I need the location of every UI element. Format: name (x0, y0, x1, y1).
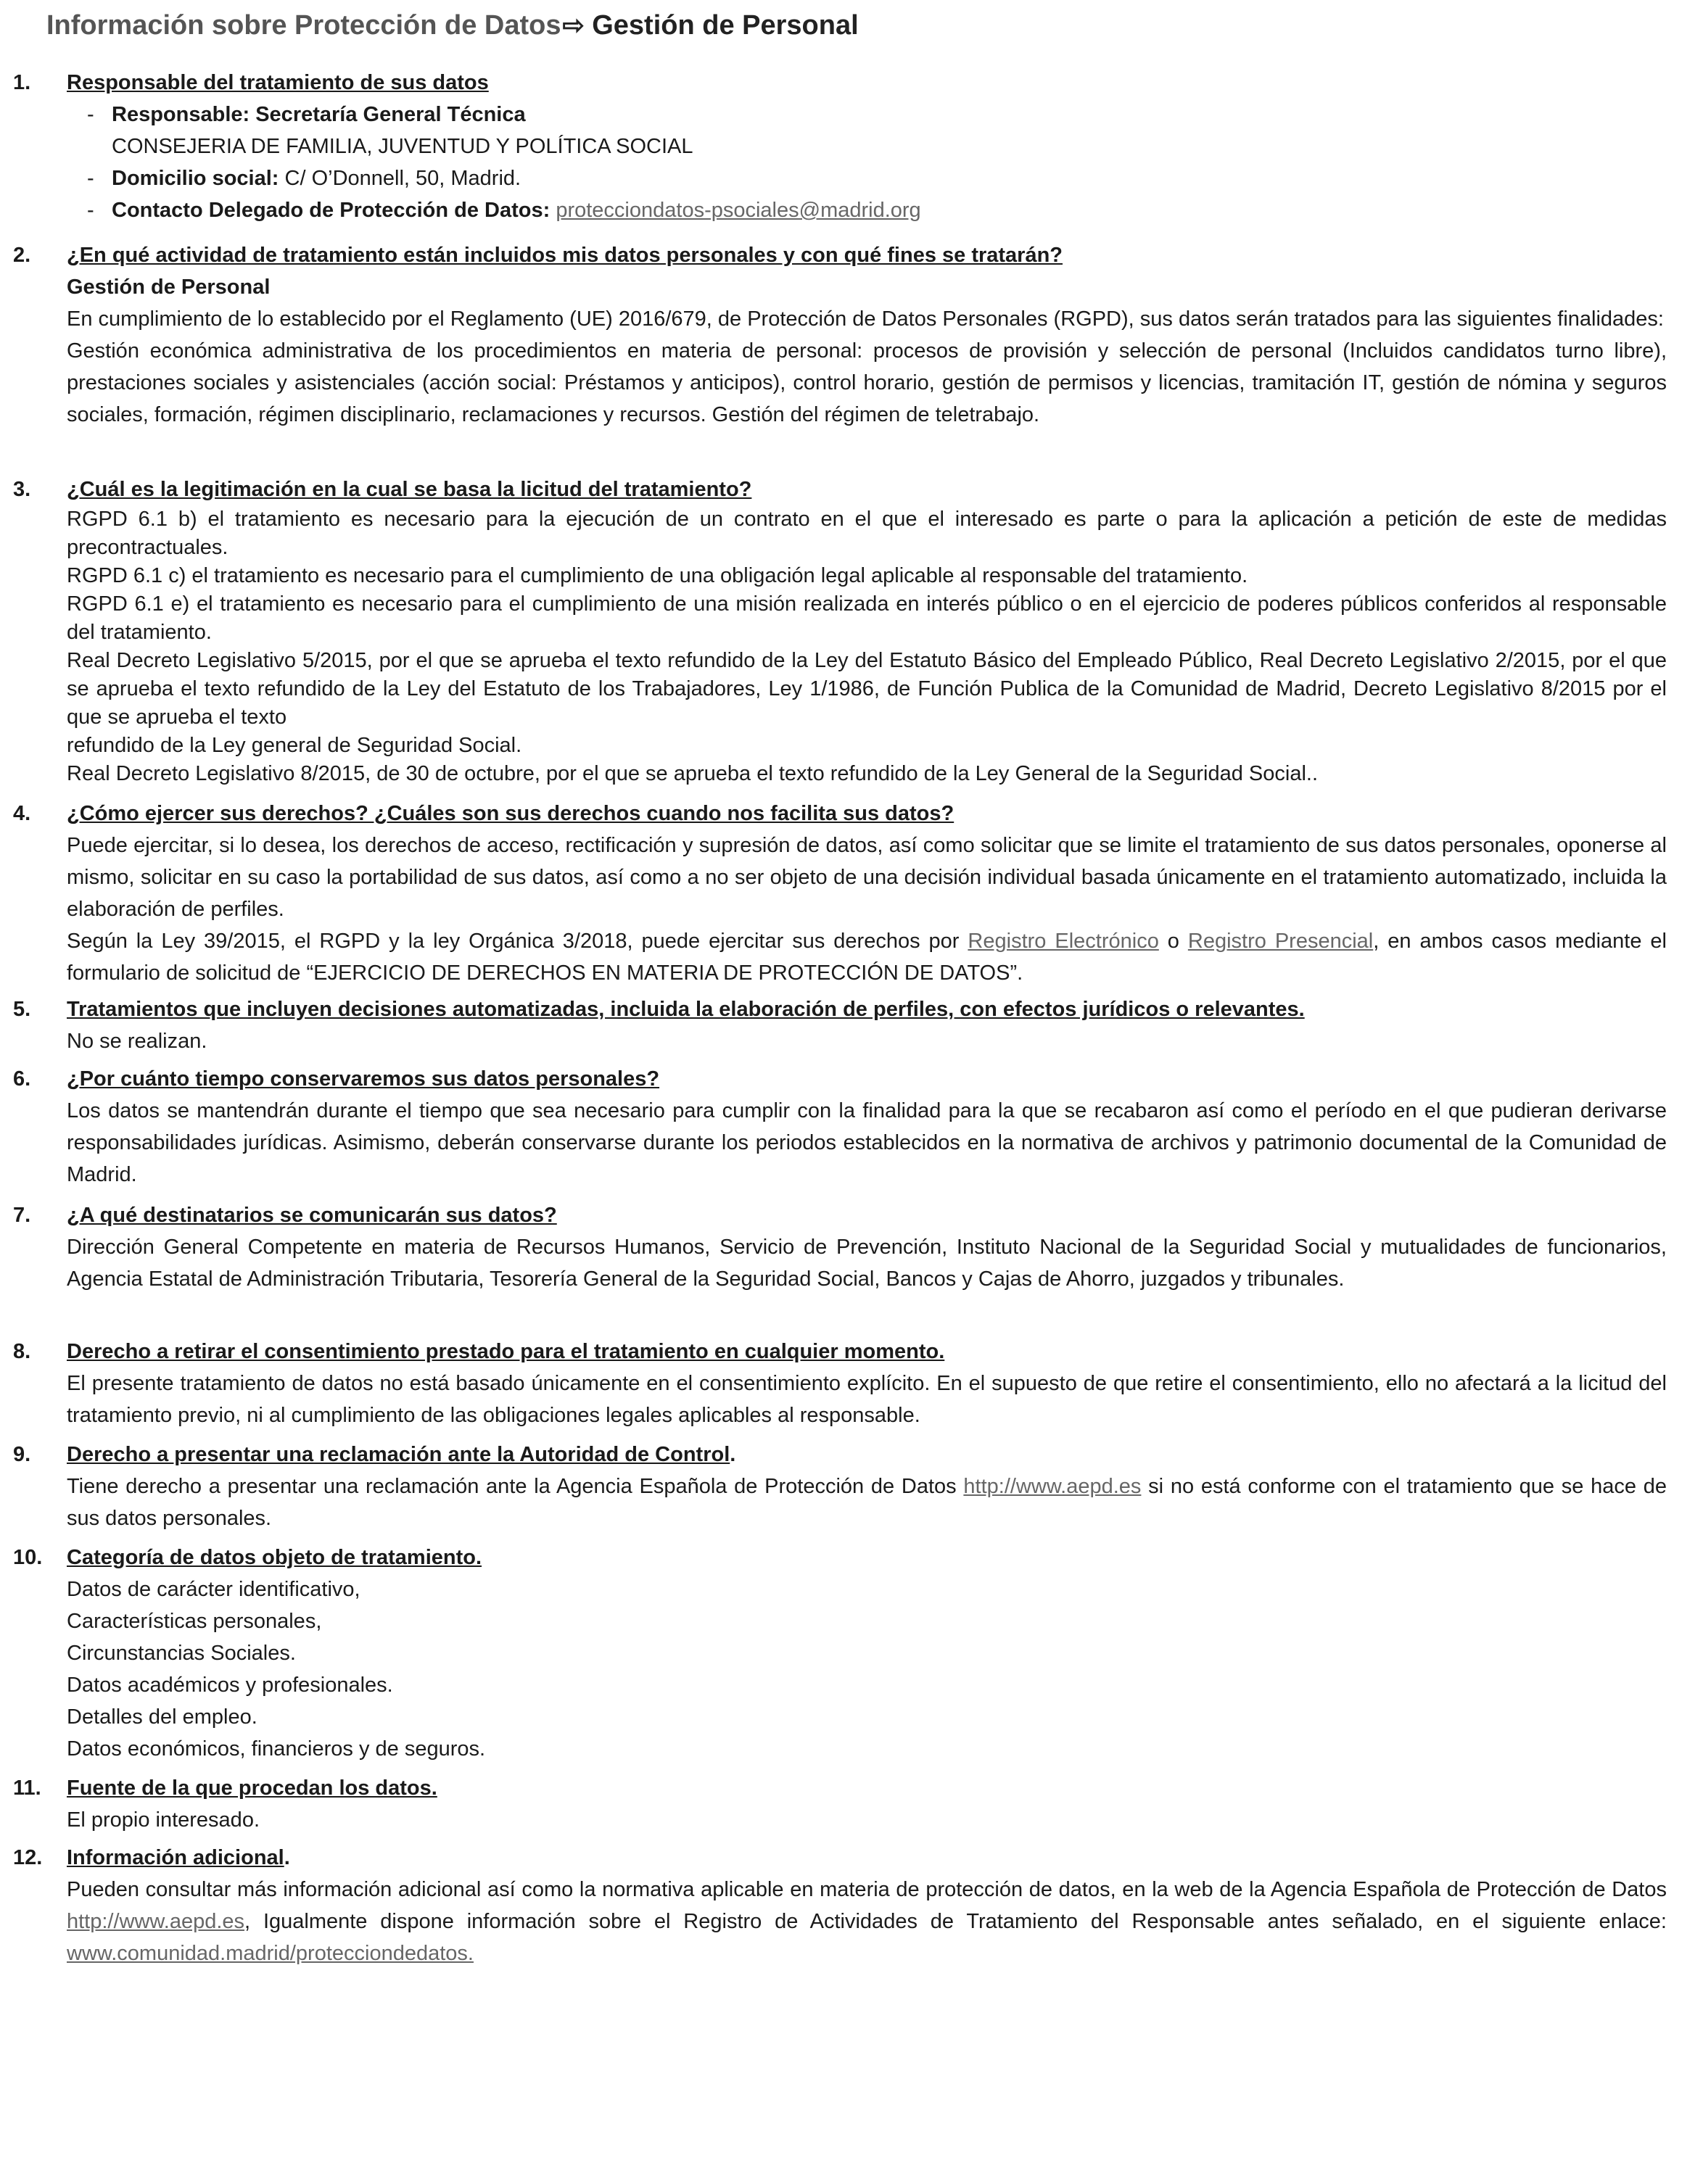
arrow-icon: ⇨ (562, 10, 585, 40)
list-item (67, 131, 1667, 162)
list-item: Detalles del empleo. (67, 1705, 257, 1729)
text-run: , en ambos casos mediante el formulario de solicitud de “EJERCICIO DE DERECHOS EN MATERIA DE PROTECCIÓN DE DATOS”. (67, 930, 1667, 985)
title-main: Información sobre Protección de Datos (46, 10, 561, 41)
section-number: 11. (13, 1776, 41, 1800)
section-heading: Categoría de datos objeto de tratamiento. (67, 1546, 482, 1569)
section-heading: Derecho a retirar el consentimiento prestado para el tratamiento en cualquier momento. (67, 1340, 945, 1363)
registro-electronico-link[interactable]: Registro Electrónico (968, 930, 1159, 953)
paragraph: Dirección General Competente en materia de Recursos Humanos, Servicio de Prevención, Instituto Nacional de la Seguridad Social y mutualidades de funcionarios, Agencia Estatal de Administración Tributaria, Tesorería General de la Seguridad Social, Bancos y Cajas de Ahorro, juzgados y tribunales. (67, 1236, 1667, 1291)
list-item: - Contacto Delegado de Protección de Datos: protecciondatos-psociales@madrid.org (87, 199, 921, 222)
section-heading: Tratamientos que incluyen decisiones automatizadas, incluida la elaboración de perfiles, con efectos jurídicos o relevantes. (67, 998, 1305, 1021)
section-heading: Fuente de la que procedan los datos. (67, 1776, 437, 1800)
section-number: 6. (13, 1067, 31, 1091)
text-run: Pueden consultar más información adicional así como la normativa aplicable en materia de protección de datos, en la web de la Agencia Española de Protección de Datos (67, 1878, 1667, 1901)
heading-tail: . (284, 1846, 290, 1869)
list-item: Datos económicos, financieros y de seguros. (67, 1737, 486, 1761)
list-item: - Responsable: Secretaría General Técnica (87, 103, 526, 126)
list-item: Datos de carácter identificativo, (67, 1578, 360, 1601)
list-item: Datos académicos y profesionales. (67, 1674, 393, 1697)
paragraph: En cumplimiento de lo establecido por el Reglamento (UE) 2016/679, de Protección de Datos Personales (RGPD), sus datos serán tratados para las siguientes finalidades: (67, 307, 1664, 331)
domicilio-text: C/ O’Donnell, 50, Madrid. (279, 167, 521, 190)
consejeria-text: CONSEJERIA DE FAMILIA, JUVENTUD Y POLÍTICA SOCIAL (112, 135, 693, 158)
heading-tail: . (730, 1443, 736, 1466)
section-number: 12. (13, 1846, 43, 1869)
section-heading (67, 1439, 1667, 1471)
paragraph (67, 925, 1667, 989)
text-run: o (1158, 930, 1188, 953)
list-item: - Domicilio social: C/ O’Donnell, 50, Madrid. (87, 167, 521, 190)
section-subheading: Gestión de Personal (67, 276, 271, 299)
paragraph: RGPD 6.1 b) el tratamiento es necesario para la ejecución de un contrato en el que el interesado es parte o para la aplicación a petición de este de medidas precontractuales. (67, 508, 1667, 559)
paragraph: Real Decreto Legislativo 5/2015, por el que se aprueba el texto refundido de la Ley del Estatuto Básico del Empleado Público, Real Decreto Legislativo 2/2015, por el que se aprueba el texto refundido de la Ley del Estatuto de los Trabajadores, Ley 1/1986, de Función Publica de la Comunidad de Madrid, Decreto Legislativo 8/2015 por el que se aprueba el texto (67, 649, 1667, 729)
paragraph: El presente tratamiento de datos no está basado únicamente en el consentimiento explícito. En el supuesto de que retire el consentimiento, ello no afectará a la licitud del tratamiento previo, ni al cumplimiento de las obligaciones legales aplicables al responsable. (67, 1372, 1667, 1427)
text-run: , Igualmente dispone información sobre el Registro de Actividades de Tratamiento del Responsable antes señalado, en el siguiente enlace: (244, 1910, 1667, 1933)
section-number: 7. (13, 1204, 31, 1227)
section-number: 2. (13, 244, 31, 267)
dpo-email-link[interactable]: protecciondatos-psociales@madrid.org (556, 199, 921, 222)
list-item: Circunstancias Sociales. (67, 1642, 296, 1665)
responsable-label: Responsable: Secretaría General Técnica (112, 103, 526, 126)
heading-text: Información adicional (67, 1846, 284, 1869)
aepd-link[interactable]: http://www.aepd.es (963, 1475, 1142, 1498)
section-number: 10. (13, 1546, 43, 1569)
section-heading: Responsable del tratamiento de sus datos (67, 71, 489, 94)
text-run: si no está conforme con el tratamiento que se hace de sus datos personales. (67, 1475, 1667, 1530)
contacto-label: Contacto Delegado de Protección de Datos: (112, 199, 551, 222)
text-run: Según la Ley 39/2015, el RGPD y la ley Orgánica 3/2018, puede ejercitar sus derechos por (67, 930, 968, 953)
paragraph: RGPD 6.1 c) el tratamiento es necesario para el cumplimiento de una obligación legal aplicable al responsable del tratamiento. (67, 564, 1248, 587)
section-number: 4. (13, 802, 31, 825)
text-run: Tiene derecho a presentar una reclamación ante la Agencia Española de Protección de Datos (67, 1475, 964, 1498)
paragraph (67, 1471, 1667, 1534)
section-heading (67, 1842, 1667, 1874)
paragraph: Puede ejercitar, si lo desea, los derechos de acceso, rectificación y supresión de datos, así como solicitar que se limite el tratamiento de sus datos personales, oponerse al mismo, solicitar en su caso la portabilidad de sus datos, así como a no ser objeto de una decisión individual basada únicamente en el tratamiento automatizado, incluida la elaboración de perfiles. (67, 834, 1667, 921)
paragraph: El propio interesado. (67, 1808, 260, 1832)
section-heading: ¿Por cuánto tiempo conservaremos sus datos personales? (67, 1067, 660, 1091)
section-heading: ¿A qué destinatarios se comunicarán sus datos? (67, 1204, 557, 1227)
paragraph: Gestión económica administrativa de los procedimientos en materia de personal: procesos de provisión y selección de personal (Incluidos candidatos turno libre), prestaciones sociales y asistenciales (acción social: Préstamos y anticipos), control horario, gestión de permisos y licencias, tramitación IT, gestión de nómina y seguros sociales, formación, régimen disciplinario, reclamaciones y recursos. Gestión del régimen de teletrabajo. (67, 339, 1667, 426)
section-number: 5. (13, 998, 31, 1021)
paragraph (67, 1874, 1667, 1969)
comunidad-madrid-link[interactable]: www.comunidad.madrid/protecciondedatos. (67, 1942, 474, 1965)
aepd-link[interactable]: http://www.aepd.es (67, 1910, 245, 1933)
registro-presencial-link[interactable]: Registro Presencial (1187, 930, 1374, 953)
paragraph: RGPD 6.1 e) el tratamiento es necesario para el cumplimiento de una misión realizada en interés público o en el ejercicio de poderes públicos conferidos al responsable del tratamiento. (67, 592, 1667, 644)
section-number: 9. (13, 1443, 31, 1466)
paragraph: Los datos se mantendrán durante el tiempo que sea necesario para cumplir con la finalidad para la que se recabaron así como el período en el que pudieran derivarse responsabilidades jurídicas. Asimismo, deberán conservarse durante los periodos establecidos en la normativa de archivos y patrimonio documental de la Comunidad de Madrid. (67, 1099, 1667, 1186)
section-heading: ¿Cuál es la legitimación en la cual se basa la licitud del tratamiento? (67, 478, 752, 501)
list-item: Características personales, (67, 1610, 322, 1633)
title-sub: Gestión de Personal (592, 10, 859, 41)
section-number: 3. (13, 478, 31, 501)
heading-text: Derecho a presentar una reclamación ante la Autoridad de Control (67, 1443, 730, 1466)
section-heading: ¿En qué actividad de tratamiento están incluidos mis datos personales y con qué fines se tratarán? (67, 244, 1063, 267)
paragraph: refundido de la Ley general de Seguridad Social. (67, 734, 522, 757)
paragraph: No se realizan. (67, 1030, 207, 1053)
page-title (46, 10, 859, 41)
domicilio-label: Domicilio social: (112, 167, 279, 190)
section-number: 8. (13, 1340, 31, 1363)
paragraph: Real Decreto Legislativo 8/2015, de 30 de octubre, por el que se aprueba el texto refundido de la Ley General de la Seguridad Social.. (67, 762, 1319, 785)
section-heading: ¿Cómo ejercer sus derechos? ¿Cuáles son sus derechos cuando nos facilita sus datos? (67, 802, 954, 825)
section-number: 1. (13, 71, 31, 94)
